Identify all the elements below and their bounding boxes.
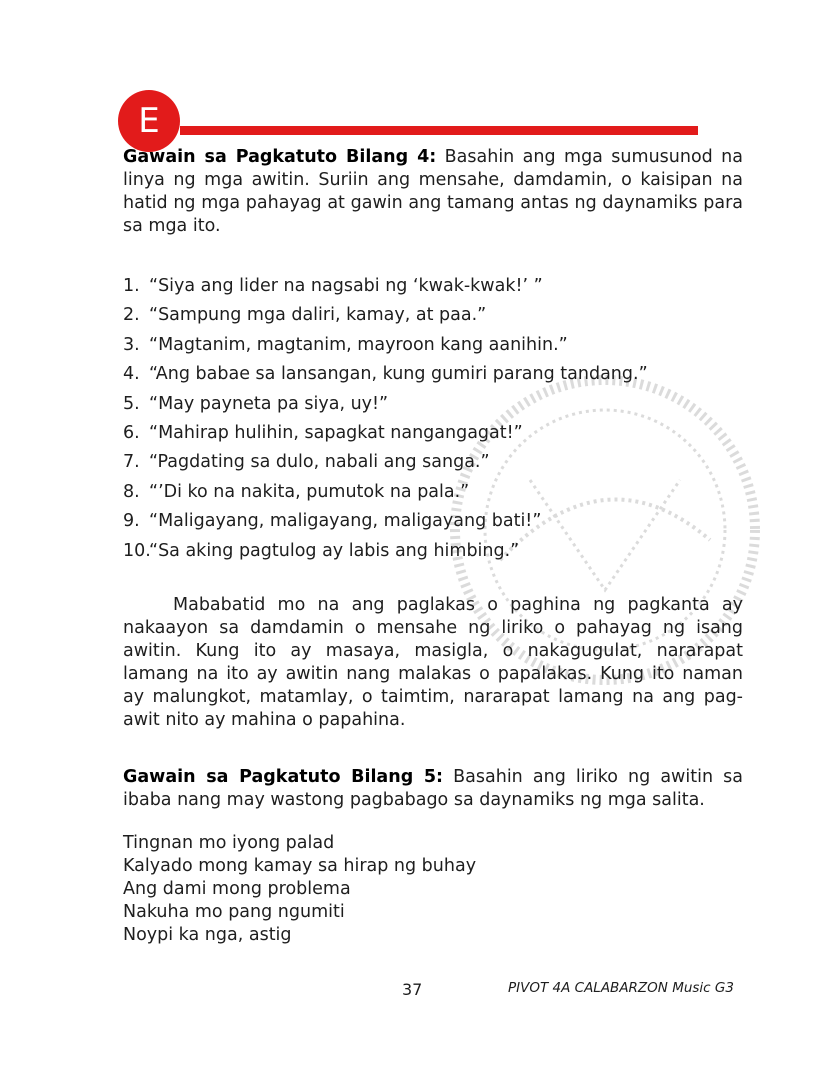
song-lyrics [123, 832, 476, 947]
list-item: 4. “Ang babae sa lansangan, kung gumiri parang tandang.” [123, 364, 648, 385]
list-item: 3. “Magtanim, magtanim, mayroon kang aanihin.” [123, 334, 568, 355]
list-item: 9. “Maligayang, maligayang, maligayang bati!” [123, 511, 542, 532]
lyric-line: Tingnan mo iyong palad [123, 833, 335, 853]
activity-4-instructions [123, 146, 743, 238]
list-item: 10.“Sa aking pagtulog ay labis ang himbing.” [123, 540, 520, 561]
page-number: 37 [402, 980, 423, 999]
section-red-rule [180, 126, 698, 135]
lyric-line: Nakuha mo pang ngumiti [123, 902, 345, 922]
song-lines-list [123, 272, 743, 566]
list-item: 5. “May payneta pa siya, uy!” [123, 393, 389, 414]
lyric-line: Kalyado mong kamay sa hirap ng buhay [123, 856, 477, 876]
list-item: 1. “Siya ang lider na nagsabi ng ‘kwak-kwak!’ ” [123, 276, 543, 296]
list-item: 6. “Mahirap hulihin, sapagkat nangangagat!” [123, 422, 523, 443]
activity-4-heading: Gawain sa Pagkatuto Bilang 4: [123, 147, 437, 167]
activity-5-heading: Gawain sa Pagkatuto Bilang 5: [123, 767, 444, 787]
dynamics-explanation: Mababatid mo na ang paglakas o paghina ng pagkanta ay nakaayon sa damdamin o mensahe ng liriko o pahayag ng isang awitin. Kung ito ay masaya, masigla, o nakagugulat, nararapat lamang na ito ay awitin nang malakas o papalakas. Kung ito naman ay malungkot, matamlay, o taimtim, nararapat lamang na ang pag-awit nito ay mahina o papahina. [123, 595, 743, 730]
activity-5-text: Basahin ang liriko ng awitin sa ibaba nang may wastong pagbabago sa daynamiks ng mga salita. [123, 767, 743, 810]
section-letter-badge: E [118, 90, 180, 152]
list-item: 8. “’Di ko na nakita, pumutok na pala.” [123, 481, 470, 502]
footer-title: PIVOT 4A CALABARZON Music G3 [508, 980, 734, 996]
activity-4-text: Basahin ang mga sumusunod na linya ng mga awitin. Suriin ang mensahe, damdamin, o kaisipan na hatid ng mga pahayag at gawin ang tamang antas ng daynamiks para sa mga ito. [123, 147, 743, 236]
list-item: 7. “Pagdating sa dulo, nabali ang sanga.” [123, 452, 490, 473]
lyric-line: Ang dami mong problema [123, 879, 351, 899]
activity-5-instructions [123, 766, 743, 812]
list-item: 2. “Sampung mga daliri, kamay, at paa.” [123, 305, 487, 326]
lyric-line: Noypi ka nga, astig [123, 925, 292, 945]
